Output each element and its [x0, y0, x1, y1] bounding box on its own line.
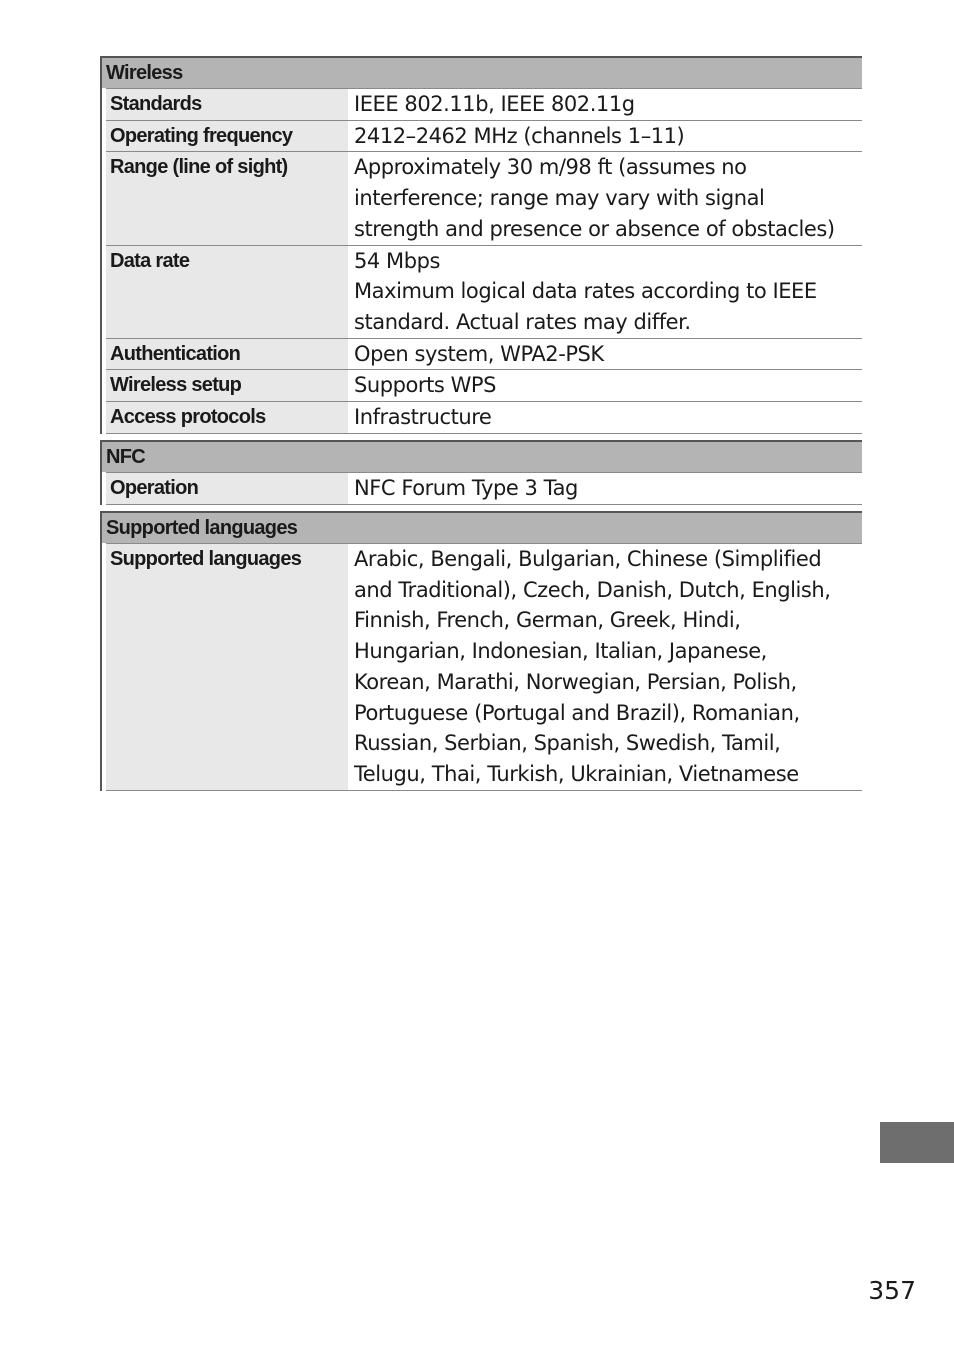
spec-label: Operation — [106, 473, 348, 504]
spec-label: Authentication — [106, 339, 348, 370]
page-number: 357 — [868, 1276, 916, 1305]
section-header-supported-languages: Supported languages — [102, 513, 862, 543]
spec-label: Standards — [106, 89, 348, 120]
spec-label: Range (line of sight) — [106, 152, 348, 244]
spec-value: Supports WPS — [348, 370, 862, 401]
spec-value: Arabic, Bengali, Bulgarian, Chinese (Simplified and Traditional), Czech, Danish, Dutch, English, Finnish, French, German, Greek, Hindi, Hungarian, Indonesian, Italian, Japanese, Korean, Marathi, Norwegian, Persian, Polish, Portuguese (Portugal and Brazil), Romanian, Russian, Serbian, Spanish, Swedish, Tamil, Telugu, Thai, Turkish, Ukrainian, Vietnamese — [348, 544, 862, 790]
spec-row-range — [106, 151, 862, 244]
spec-value: IEEE 802.11b, IEEE 802.11g — [348, 89, 862, 120]
spec-row-data-rate — [106, 245, 862, 338]
spec-value: Infrastructure — [348, 402, 862, 433]
spec-value: 54 Mbps Maximum logical data rates according to IEEE standard. Actual rates may differ. — [348, 246, 862, 338]
spec-label: Data rate — [106, 246, 348, 338]
spec-value: Open system, WPA2-PSK — [348, 339, 862, 370]
section-header-wireless: Wireless — [102, 58, 862, 88]
spec-value: 2412–2462 MHz (channels 1–11) — [348, 121, 862, 152]
spec-label: Operating frequency — [106, 121, 348, 152]
spec-value: Approximately 30 m/98 ft (assumes no interference; range may vary with signal strength and presence or absence of obstacles) — [348, 152, 862, 244]
spec-label: Access protocols — [106, 402, 348, 433]
spec-label: Wireless setup — [106, 370, 348, 401]
spec-row-operating-frequency — [106, 120, 862, 152]
spec-row-supported-languages — [106, 543, 862, 791]
spec-row-access-protocols — [106, 401, 862, 434]
chapter-tab-marker — [880, 1122, 954, 1163]
section-header-nfc: NFC — [102, 442, 862, 472]
spec-label: Supported languages — [106, 544, 348, 790]
spec-row-wireless-setup — [106, 369, 862, 401]
supported-languages-section — [100, 511, 862, 791]
spec-value: NFC Forum Type 3 Tag — [348, 473, 862, 504]
nfc-section — [100, 440, 862, 505]
spec-row-standards — [106, 88, 862, 120]
spec-row-operation — [106, 472, 862, 505]
wireless-section — [100, 56, 862, 434]
spec-row-authentication — [106, 338, 862, 370]
